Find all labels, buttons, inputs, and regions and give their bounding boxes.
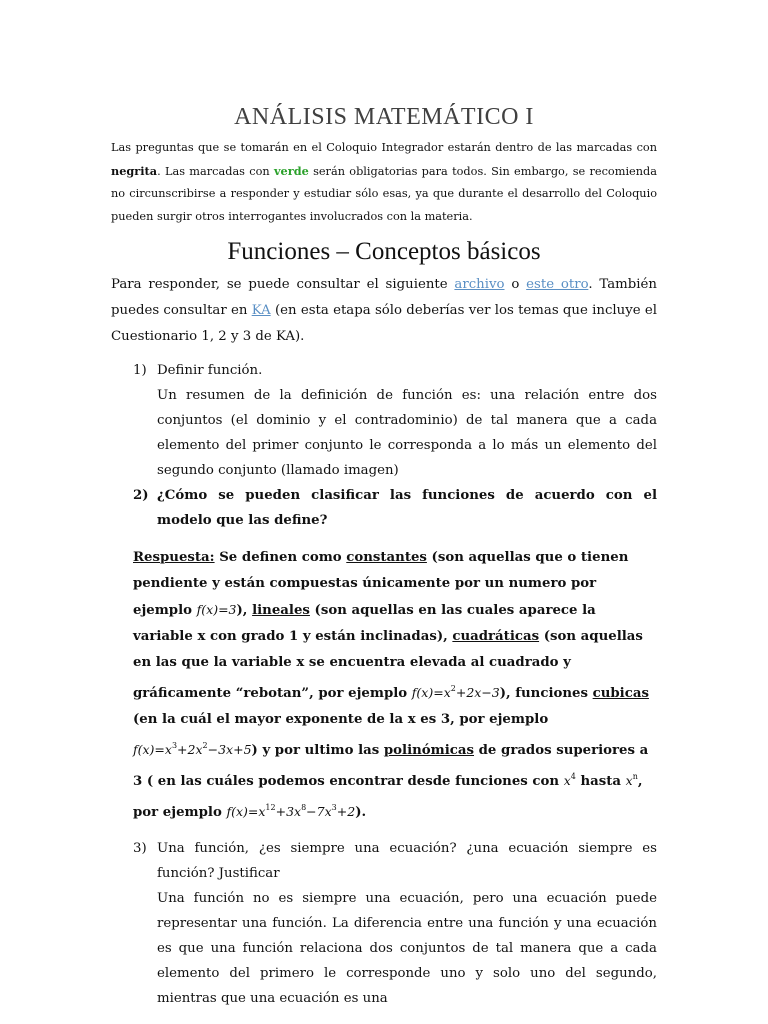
question-1-body: [157, 358, 657, 483]
question-3: [111, 836, 657, 1011]
term-cubicas: cubicas: [592, 686, 649, 701]
answer-text: hasta: [575, 774, 626, 789]
answer-text: ),: [236, 603, 253, 618]
answer-text: (son aquellas en las cuales aparece la variable x con grado 1 y están inclinadas),: [133, 603, 596, 644]
question-1-number: 1): [133, 363, 147, 378]
page-title: ANÁLISIS MATEMÁTICO I: [234, 104, 534, 130]
section-title: Funciones – Conceptos básicos: [227, 238, 541, 265]
question-2-text: ¿Cómo se pueden clasificar las funciones de acuerdo con el modelo que las define?: [157, 488, 657, 528]
answer-2: [133, 545, 657, 826]
answer-text: , por ejemplo: [133, 774, 643, 820]
answer-label: Respuesta:: [133, 550, 215, 565]
question-3-body: [157, 836, 657, 1011]
intro-text-1: Las preguntas que se tomarán en el Coloquio Integrador estarán dentro de las marcadas con: [111, 141, 657, 154]
formula-cubica: $f(x)=x^3+2x^2-3x+5$: [133, 741, 252, 757]
question-3-answer: Una función no es siempre una ecuación, pero una ecuación puede representar una función. La diferencia entre una función y una ecuación es que una función relaciona dos conjuntos de tal manera que a cada elemento del primero le corresponde uno y solo uno del segundo, mientras que una ecuación es una: [157, 891, 657, 1006]
answer-text: Se definen como: [214, 550, 347, 565]
question-1-answer: Un resumen de la definición de función es: una relación entre dos conjuntos (el dominio y el contradominio) de tal manera que a cada elemento del primer conjunto le corresponda a lo más un elemento del segundo conjunto (llamado imagen): [157, 388, 657, 478]
answer-text: de grados superiores a 3 ( en las cuáles podemos encontrar desde funciones con: [133, 743, 649, 789]
formula-constante: f(x)=3: [196, 602, 237, 617]
link-archivo[interactable]: archivo: [454, 277, 505, 292]
answer-text: (son aquellas en las que la variable x se encuentra elevada al cuadrado y gráficamente “rebotan”, por ejemplo: [133, 629, 643, 701]
consult-text-4: (en esta etapa sólo deberías ver los temas que incluye el Cuestionario 1, 2 y 3 de KA).: [111, 303, 657, 344]
answer-text: (son aquellas que o tienen pendiente y están compuestas únicamente por un numero por ejemplo: [133, 550, 629, 618]
intro-bold-word: negrita: [111, 163, 158, 178]
answer-text: ) y por ultimo las: [251, 743, 384, 758]
answer-text: ).: [355, 805, 367, 820]
intro-text-2: . Las marcadas con: [157, 164, 274, 178]
question-3-text: Una función, ¿es siempre una ecuación? ¿una ecuación siempre es función? Justificar: [157, 841, 657, 881]
question-3-number: 3): [133, 841, 147, 856]
intro-text-3: serán obligatorias para todos. Sin embargo, se recomienda no circunscribirse a responder y estudiar sólo esas, ya que durante el desarrollo del Coloquio pueden surgir otros interrogantes involucrados con la materia.: [111, 164, 657, 223]
intro-green-word: verde: [273, 163, 309, 178]
term-cuadraticas: cuadráticas: [452, 629, 540, 644]
question-1: [111, 358, 657, 483]
link-ka[interactable]: KA: [251, 303, 271, 318]
intro-paragraph: [111, 137, 657, 228]
question-1-text: Definir función.: [157, 363, 263, 378]
question-2: [111, 483, 657, 533]
consult-text-1: Para responder, se puede consultar el siguiente: [111, 277, 455, 292]
consult-text-3: . También puedes consultar en: [111, 277, 657, 318]
consult-paragraph: [111, 272, 657, 350]
answer-text: (en la cuál el mayor exponente de la x es 3, por ejemplo: [133, 712, 549, 727]
term-constantes: constantes: [346, 550, 427, 565]
term-lineales: lineales: [252, 603, 310, 618]
answer-text: ), funciones: [499, 686, 593, 701]
formula-cuadratica: $f(x)=x^2+2x-3$: [411, 684, 500, 700]
question-2-number: 2): [133, 488, 149, 503]
formula-xn: $x^n$: [625, 772, 638, 788]
link-este-otro[interactable]: este otro: [526, 277, 589, 292]
term-polinomicas: polinómicas: [383, 743, 474, 758]
formula-polinomica: $f(x)=x^{12}+3x^8-7x^3+2$: [226, 803, 356, 819]
consult-text-2: o: [504, 277, 527, 292]
formula-x4: $x^4$: [563, 772, 576, 788]
